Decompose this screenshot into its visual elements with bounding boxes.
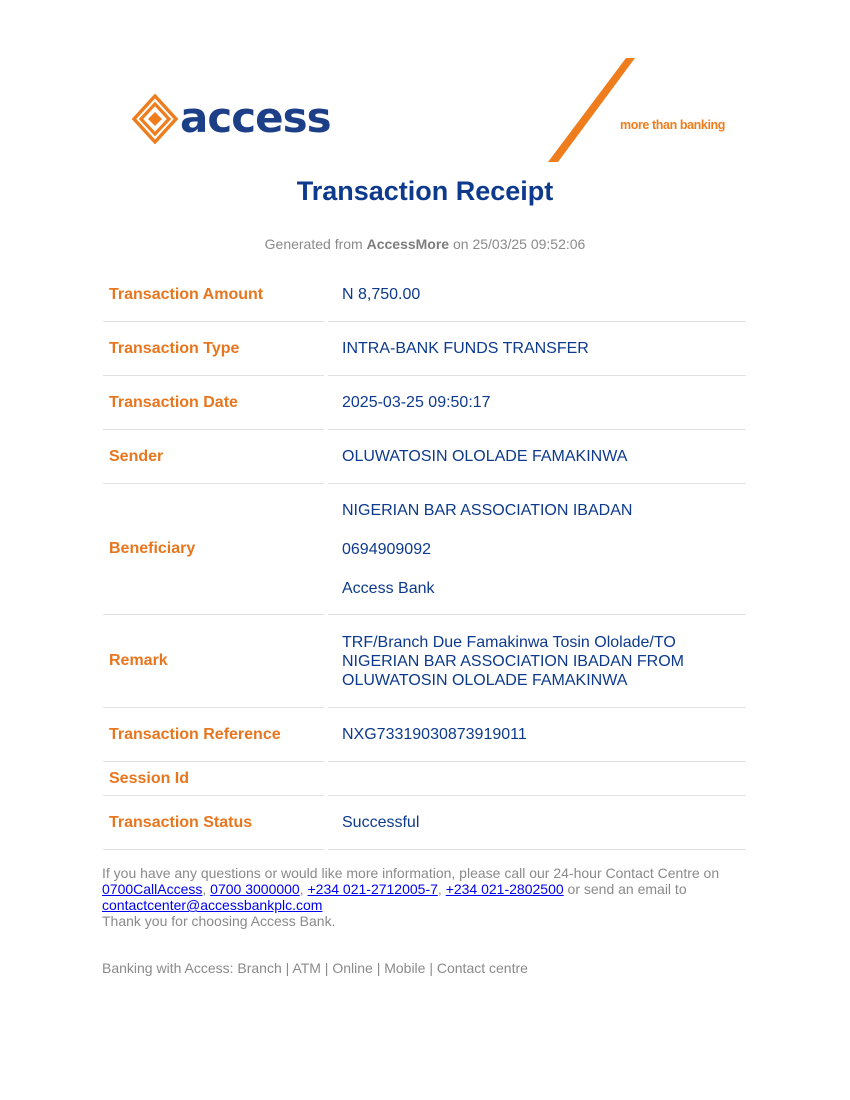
beneficiary-bank: Access Bank <box>342 579 435 597</box>
status-value: Successful <box>328 796 746 850</box>
beneficiary-account: 0694909092 <box>342 540 431 558</box>
type-label: Transaction Type <box>103 322 324 376</box>
sender-value: OLUWATOSIN OLOLADE FAMAKINWA <box>328 430 746 484</box>
amount-value: N 8,750.00 <box>328 268 746 322</box>
remark-line-1: TRF/Branch Due Famakinwa Tosin Ololade/TO <box>342 633 676 651</box>
access-diamond-icon <box>132 94 178 144</box>
generated-datetime: 25/03/25 09:52:06 <box>472 236 586 252</box>
reference-value: NXG73319030873919011 <box>328 708 746 762</box>
date-value: 2025-03-25 09:50:17 <box>328 376 746 430</box>
date-label: Transaction Date <box>103 376 324 430</box>
row-transaction-status <box>103 796 746 850</box>
remark-value <box>328 615 746 708</box>
beneficiary-label: Beneficiary <box>103 484 324 615</box>
generated-middle: on <box>452 236 469 252</box>
contact-intro: If you have any questions or would like more information, please call our 24-hour Contact Centre on <box>102 865 720 881</box>
remark-label: Remark <box>103 615 324 708</box>
phone-link-4[interactable]: +234 021-2802500 <box>445 881 564 897</box>
row-sender <box>103 430 746 484</box>
contact-info: If you have any questions or would like more information, please call our 24-hour Contact Centre on 0700CallAccess, 0700 3000000, +234 021-2712005-7, +234 021-2802500 or send an email to contactcenter@accessbankplc.com Thank you for choosing Access Bank. <box>102 865 720 929</box>
page-title: Transaction Receipt <box>296 176 554 206</box>
amount-label: Transaction Amount <box>103 268 324 322</box>
sender-label: Sender <box>103 430 324 484</box>
session-value <box>328 762 746 796</box>
generated-info <box>0 236 850 252</box>
status-label: Transaction Status <box>103 796 324 850</box>
receipt-table <box>103 268 746 850</box>
row-beneficiary <box>103 484 746 615</box>
row-transaction-amount <box>103 268 746 322</box>
beneficiary-name: NIGERIAN BAR ASSOCIATION IBADAN <box>342 501 633 519</box>
type-value: INTRA-BANK FUNDS TRANSFER <box>328 322 746 376</box>
phone-link-callaccess[interactable]: 0700CallAccess <box>102 881 203 897</box>
row-remark <box>103 615 746 708</box>
email-link[interactable]: contactcenter@accessbankplc.com <box>102 897 323 913</box>
brand-tagline: more than banking <box>620 118 726 132</box>
brand-wordmark: access <box>180 93 331 142</box>
orange-slash-graphic <box>540 55 640 165</box>
thanks-text: Thank you for choosing Access Bank. <box>102 913 336 929</box>
receipt-header <box>0 0 850 165</box>
footer-text: Banking with Access: Branch | ATM | Online | Mobile | Contact centre <box>102 960 528 976</box>
row-transaction-type <box>103 322 746 376</box>
row-transaction-reference <box>103 708 746 762</box>
beneficiary-value <box>328 484 746 615</box>
access-logo <box>132 92 332 147</box>
phone-link-2[interactable]: 0700 3000000 <box>210 881 300 897</box>
reference-label: Transaction Reference <box>103 708 324 762</box>
email-intro: or send an email to <box>567 881 687 897</box>
row-session-id <box>103 762 746 796</box>
remark-line-2: NIGERIAN BAR ASSOCIATION IBADAN FROM <box>342 652 684 670</box>
generated-prefix: Generated from <box>264 236 363 252</box>
row-transaction-date <box>103 376 746 430</box>
generated-source: AccessMore <box>366 236 450 252</box>
phone-link-3[interactable]: +234 021-2712005-7 <box>307 881 438 897</box>
remark-line-3: OLUWATOSIN OLOLADE FAMAKINWA <box>342 671 628 689</box>
session-label: Session Id <box>103 762 324 796</box>
